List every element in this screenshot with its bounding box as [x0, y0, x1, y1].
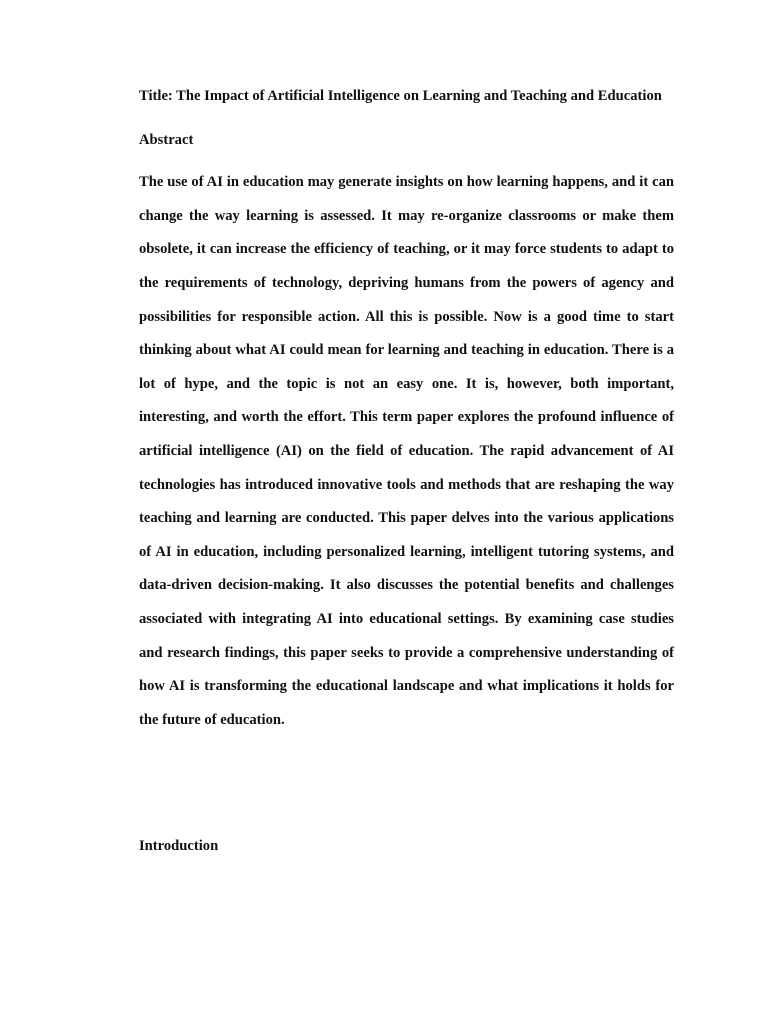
abstract-paragraph: The use of AI in education may generate insights on how learning happens, and it can change the way learning is assessed. It may re-organize classrooms or make them obsolete, it can increase the efficiency of teaching, or it may force students to adapt to the requirements of technology, depriving humans from the powers of agency and possibilities for responsible action. All this is possible. Now is a good time to start thinking about what AI could mean for learning and teaching in education. There is a lot of hype, and the topic is not an easy one. It is, however, both important, interesting, and worth the effort. This term paper explores the profound influence of artificial intelligence (AI) on the field of education. The rapid advancement of AI technologies has introduced innovative tools and methods that are reshaping the way teaching and learning are conducted. This paper delves into the various applications of AI in education, including personalized learning, intelligent tutoring systems, and data-driven decision-making. It also discusses the potential benefits and challenges associated with integrating AI into educational settings. By examining case studies and research findings, this paper seeks to provide a comprehensive understanding of how AI is transforming the educational landscape and what implications it holds for the future of education.: [139, 174, 674, 728]
paper-title: Title: The Impact of Artificial Intelligence on Learning and Teaching and Education: [139, 88, 662, 104]
document-content: [139, 80, 674, 864]
introduction-heading: Introduction: [139, 838, 219, 855]
abstract-heading: Abstract: [139, 131, 194, 148]
